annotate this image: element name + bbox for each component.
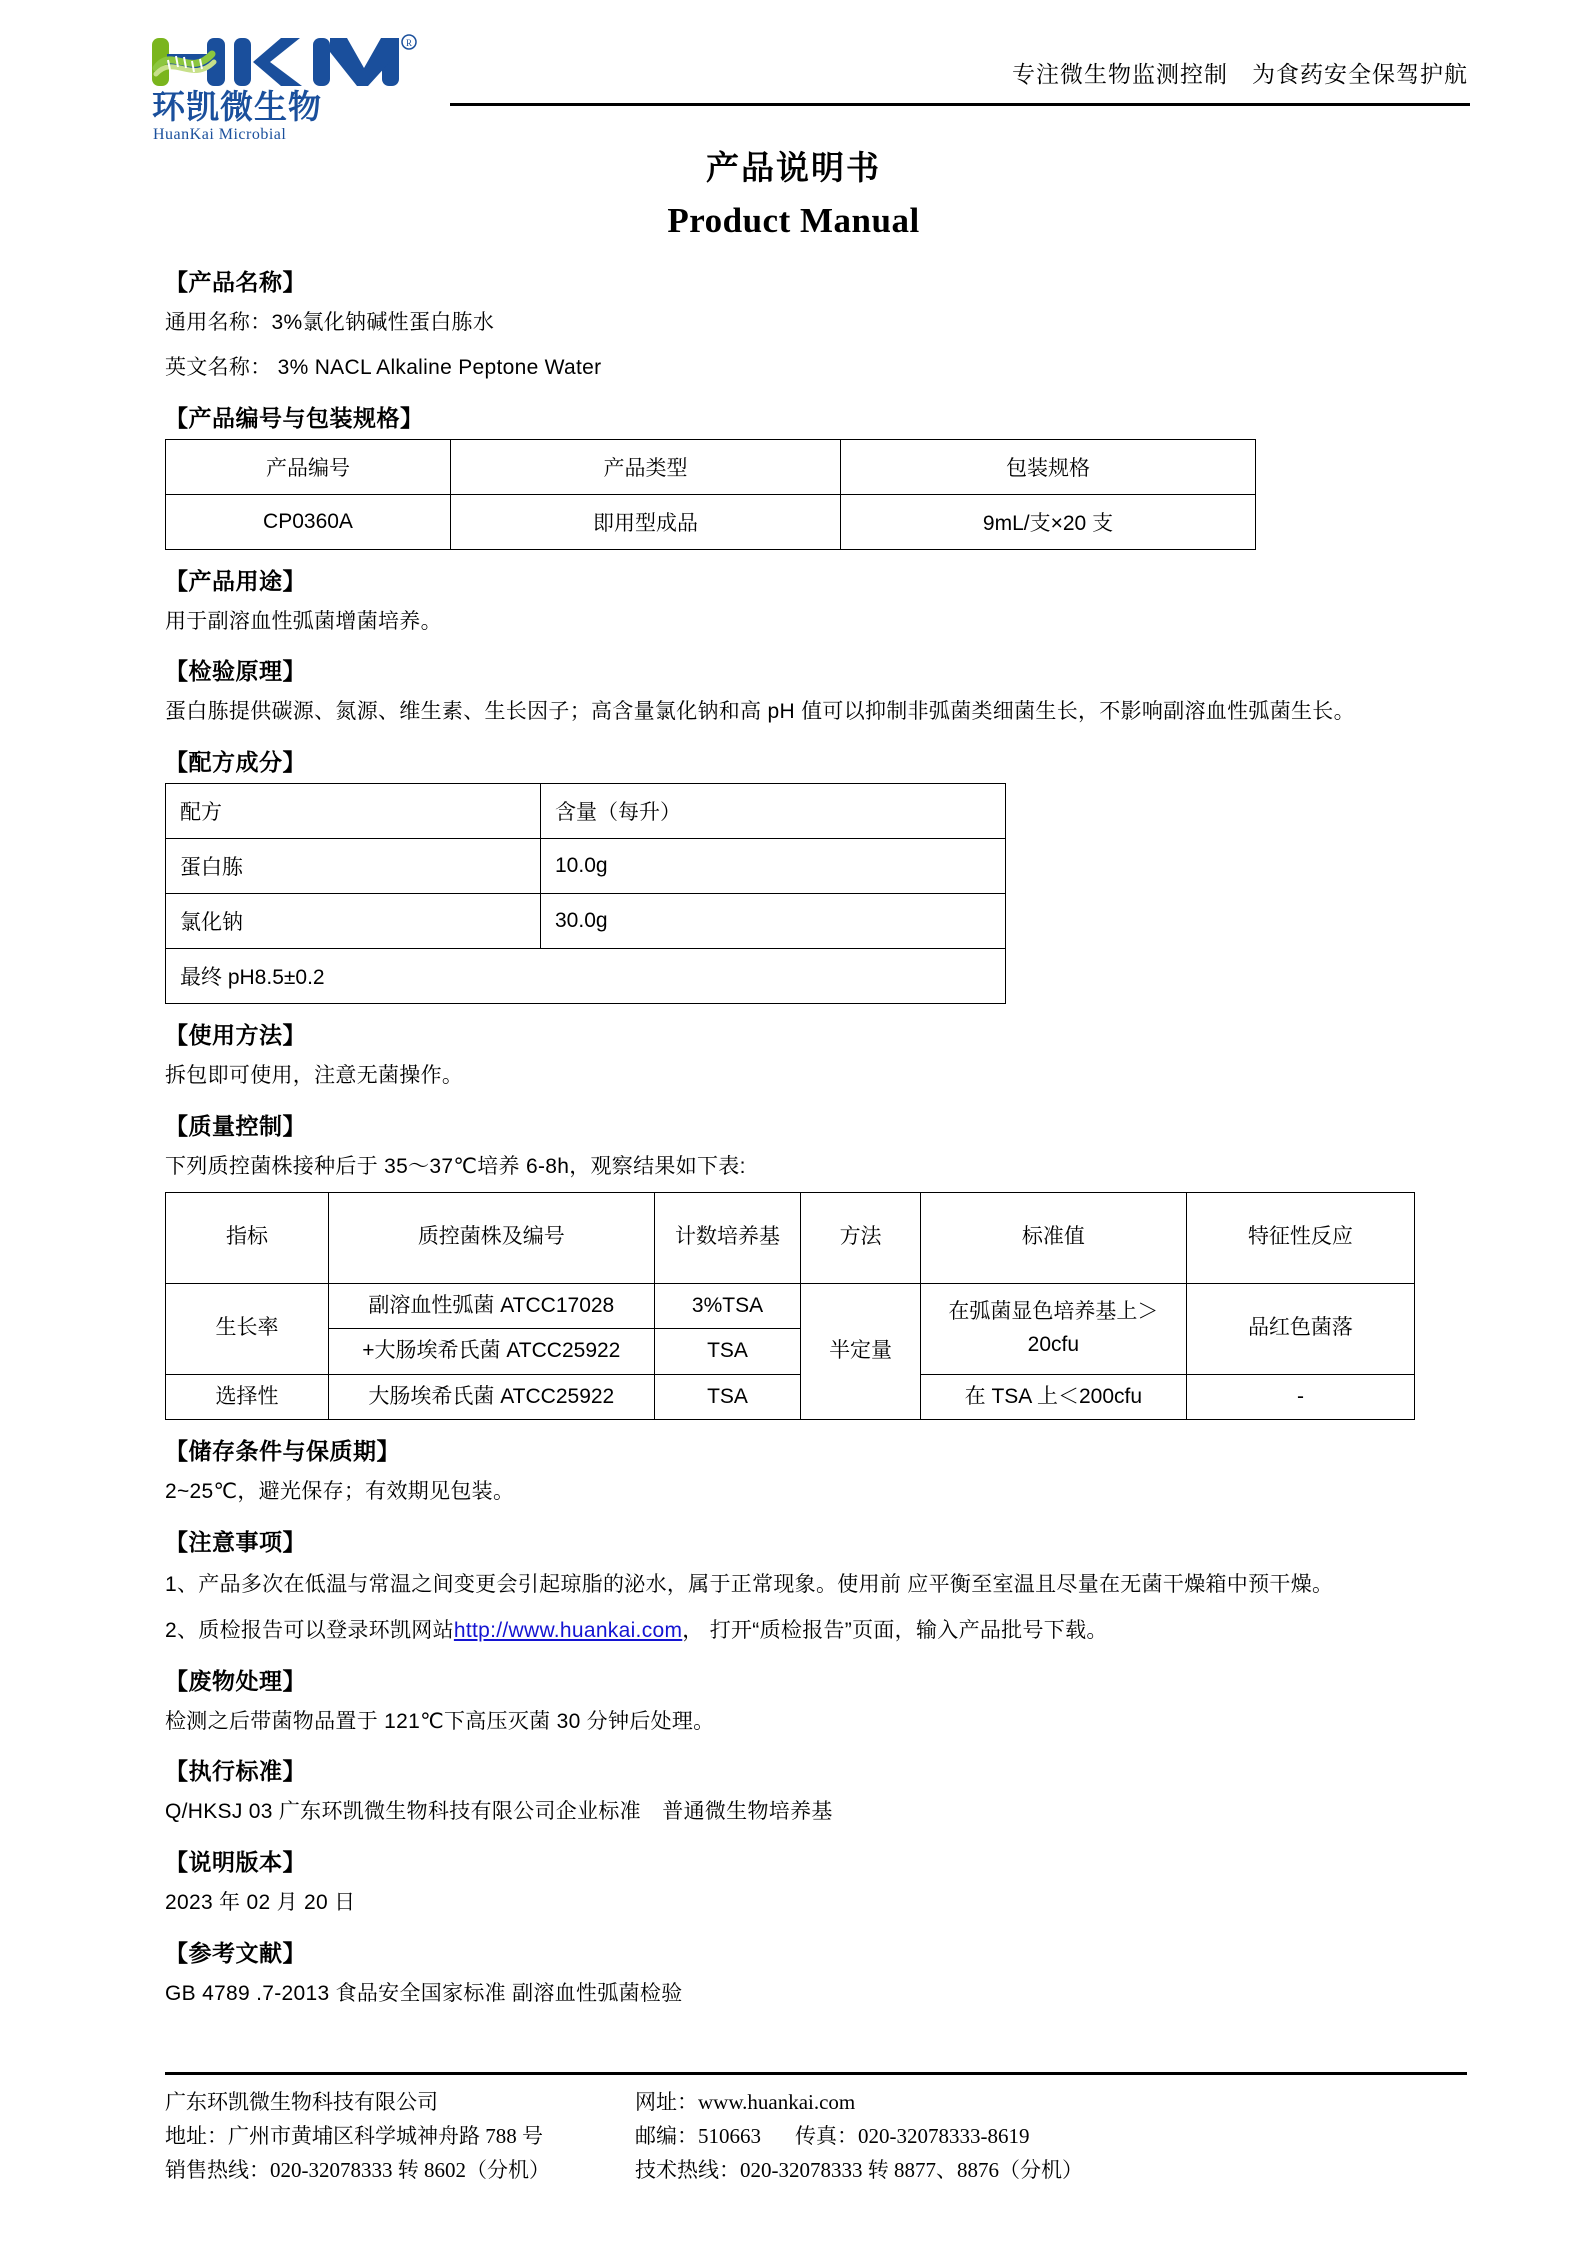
standard-text: Q/HKSJ 03 广东环凯微生物科技有限公司企业标准 普通微生物培养基 — [165, 1800, 833, 1824]
section-heading-reference: 【参考文献】 — [165, 1939, 306, 1966]
cell-indicator: 生长率 — [166, 1283, 329, 1374]
col-characteristic-reaction: 特征性反应 — [1186, 1192, 1414, 1283]
cell-product-code: CP0360A — [166, 494, 451, 549]
table-row-ph — [166, 949, 1006, 1004]
section-heading-product-name: 【产品名称】 — [165, 269, 306, 295]
logo-name-en: HuanKai Microbial — [153, 126, 287, 143]
footer-sales-hotline: 销售热线：020-32078333 转 8602（分机） — [165, 2157, 550, 2182]
section-heading-standard: 【执行标准】 — [165, 1758, 306, 1785]
cell-ingredient-amount: 10.0g — [541, 839, 1006, 894]
col-product-code: 产品编号 — [166, 439, 451, 494]
table-header-row — [166, 439, 1256, 494]
table-row — [166, 1374, 1415, 1420]
footer-divider — [165, 2072, 1467, 2075]
document-body — [0, 241, 1587, 2013]
cell-indicator: 选择性 — [166, 1374, 329, 1420]
footer-postcode: 邮编：510663 — [635, 2123, 761, 2148]
section-heading-notes: 【注意事项】 — [165, 1528, 306, 1555]
col-indicator: 指标 — [166, 1192, 329, 1283]
cell-strain: 副溶血性弧菌 ATCC17028 — [328, 1283, 654, 1329]
footer-tech-hotline: 技术热线：020-32078333 转 8877、8876（分机） — [635, 2157, 1083, 2182]
section-heading-formula: 【配方成分】 — [165, 749, 306, 775]
cell-product-type: 即用型成品 — [451, 494, 841, 549]
cell-ingredient-amount: 30.0g — [541, 894, 1006, 949]
product-english-name: 英文名称： 3% NACL Alkaline Peptone Water — [165, 355, 602, 379]
section-heading-waste: 【废物处理】 — [165, 1667, 306, 1694]
cell-method: 半定量 — [801, 1283, 920, 1420]
quality-control-intro: 下列质控菌株接种后于 35～37℃培养 6-8h，观察结果如下表: — [165, 1154, 746, 1178]
product-spec-table — [165, 439, 1256, 550]
col-content-per-liter: 含量（每升） — [541, 784, 1006, 839]
footer-fax: 传真：020-32078333-8619 — [795, 2123, 1030, 2148]
section-heading-principle: 【检验原理】 — [165, 658, 306, 685]
col-strain: 质控菌株及编号 — [328, 1192, 654, 1283]
document-title-en: Product Manual — [667, 201, 920, 240]
footer-company-name: 广东环凯微生物科技有限公司 — [165, 2089, 438, 2114]
note-item-1: 1、产品多次在低温与常温之间变更会引起琼脂的泌水，属于正常现象。使用前 应平衡至室温且尽量在无菌干燥箱中预干燥。 — [165, 1572, 1334, 1596]
note-item-2-after: ， 打开“质检报告”页面，输入产品批号下载。 — [682, 1619, 1108, 1643]
company-slogan: 专注微生物监测控制 为食药安全保驾护航 — [1012, 61, 1468, 87]
footer-right-column — [635, 2085, 1467, 2187]
cell-reaction: 品红色菌落 — [1186, 1283, 1414, 1374]
col-standard-value: 标准值 — [920, 1192, 1186, 1283]
footer-address: 地址：广州市黄埔区科学城神舟路 788 号 — [165, 2123, 543, 2148]
cell-standard: 在 TSA 上＜200cfu — [920, 1374, 1186, 1420]
storage-text: 2~25℃，避光保存；有效期见包装。 — [165, 1480, 515, 1504]
logo-name-cn: 环凯微生物 — [152, 88, 322, 125]
cell-strain: +大肠埃希氏菌 ATCC25922 — [328, 1329, 654, 1375]
method-text: 拆包即可使用，注意无菌操作。 — [165, 1064, 464, 1087]
cell-reaction: - — [1186, 1374, 1414, 1420]
note-item-2-before: 2、质检报告可以登录环凯网站 — [165, 1619, 454, 1643]
col-method: 方法 — [801, 1192, 920, 1283]
table-header-row — [166, 1192, 1415, 1283]
section-heading-storage: 【储存条件与保质期】 — [165, 1438, 400, 1465]
principle-text: 蛋白胨提供碳源、氮源、维生素、生长因子；高含量氯化钠和高 pH 值可以抑制非弧菌类细菌生长，不影响副溶血性弧菌生长。 — [165, 700, 1355, 724]
huankai-website-link[interactable]: http://www.huankai.com — [453, 1619, 683, 1643]
table-header-row — [166, 784, 1006, 839]
table-row — [166, 1283, 1415, 1329]
reference-text: GB 4789 .7-2013 食品安全国家标准 副溶血性弧菌检验 — [165, 1981, 683, 2005]
page-header — [0, 0, 1587, 143]
document-title-cn: 产品说明书 — [706, 149, 881, 186]
section-heading-purpose: 【产品用途】 — [165, 567, 306, 594]
svg-text:R: R — [405, 38, 413, 48]
header-divider — [450, 103, 1470, 106]
section-heading-quality-control: 【质量控制】 — [165, 1112, 306, 1139]
product-common-name: 通用名称：3%氯化钠碱性蛋白胨水 — [165, 311, 495, 334]
section-heading-method: 【使用方法】 — [165, 1022, 306, 1048]
col-count-medium: 计数培养基 — [654, 1192, 801, 1283]
cell-final-ph: 最终 pH8.5±0.2 — [166, 949, 1006, 1004]
col-product-type: 产品类型 — [451, 439, 841, 494]
footer-left-column — [165, 2085, 635, 2187]
cell-medium: TSA — [654, 1329, 801, 1375]
table-row — [166, 839, 1006, 894]
cell-strain: 大肠埃希氏菌 ATCC25922 — [328, 1374, 654, 1420]
footer-website: 网址：www.huankai.com — [635, 2089, 856, 2114]
cell-package-spec: 9mL/支×20 支 — [841, 494, 1256, 549]
note-item-2 — [165, 1612, 1467, 1649]
footer-columns — [165, 2085, 1467, 2187]
formula-table — [165, 783, 1006, 1004]
cell-medium: TSA — [654, 1374, 801, 1420]
table-row — [166, 494, 1256, 549]
section-heading-product-code: 【产品编号与包装规格】 — [165, 404, 424, 431]
footer-postcode-fax — [635, 2119, 1467, 2153]
cell-standard: 在弧菌显色培养基上＞20cfu — [920, 1283, 1186, 1374]
section-heading-version: 【说明版本】 — [165, 1849, 306, 1876]
page-footer — [0, 2072, 1587, 2187]
header-right — [450, 28, 1470, 106]
col-package-spec: 包装规格 — [841, 439, 1256, 494]
quality-control-table — [165, 1192, 1415, 1421]
cell-medium: 3%TSA — [654, 1283, 801, 1329]
purpose-text: 用于副溶血性弧菌增菌培养。 — [165, 609, 442, 633]
company-logo — [150, 32, 450, 143]
cell-ingredient-name: 蛋白胨 — [166, 839, 541, 894]
hkm-logo-icon — [150, 32, 420, 92]
version-text: 2023 年 02 月 20 日 — [165, 1891, 356, 1915]
cell-ingredient-name: 氯化钠 — [166, 894, 541, 949]
waste-text: 检测之后带菌物品置于 121℃下高压灭菌 30 分钟后处理。 — [165, 1709, 715, 1733]
col-formula: 配方 — [166, 784, 541, 839]
table-row — [166, 894, 1006, 949]
